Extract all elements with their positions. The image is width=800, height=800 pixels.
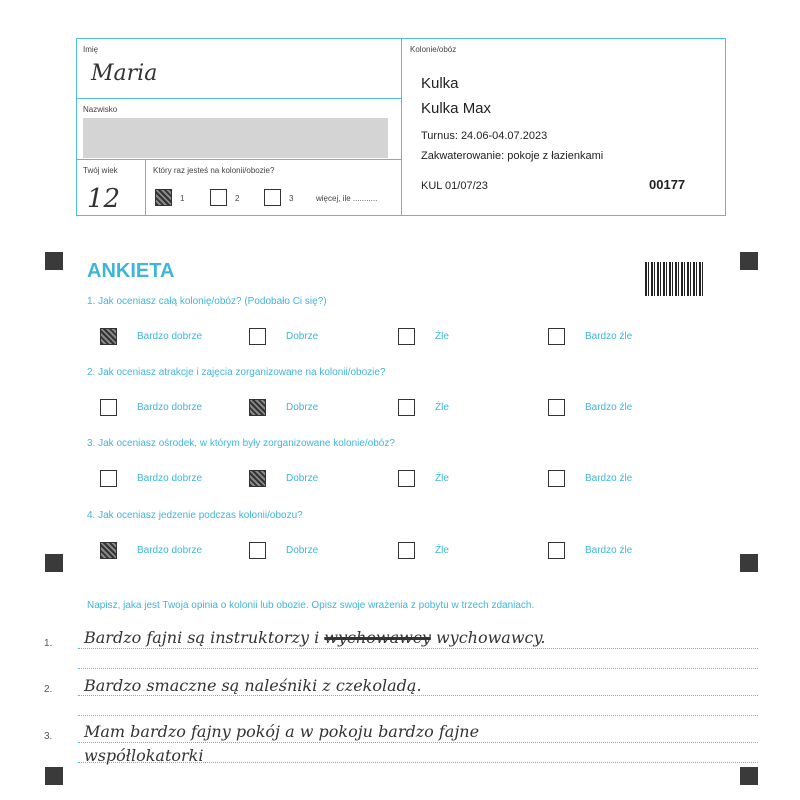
q1-checkbox-3[interactable]: [398, 328, 415, 345]
q4-option-label: Bardzo dobrze: [137, 545, 203, 556]
surname-redacted: [83, 118, 388, 158]
q2-checkbox-1[interactable]: [100, 399, 117, 416]
times-checkbox-3[interactable]: [264, 189, 281, 206]
registration-marker: [45, 252, 63, 270]
q2-checkbox-3[interactable]: [398, 399, 415, 416]
registration-marker: [45, 554, 63, 572]
times-option-3: 3: [289, 194, 294, 203]
q3-option-label: Bardzo dobrze: [137, 473, 203, 484]
header-divider: [401, 39, 402, 215]
camp-label: Kolonie/obóz: [410, 45, 457, 54]
q4-checkbox-3[interactable]: [398, 542, 415, 559]
q2-option-label: Bardzo źle: [585, 402, 633, 413]
line-number: 3.: [44, 731, 53, 742]
survey-title: ANKIETA: [87, 260, 175, 282]
age-label: Twój wiek: [83, 166, 118, 175]
name-divider: [77, 98, 401, 99]
question-2: 2. Jak oceniasz atrakcje i zajęcia zorganizowane na kolonii/obozie?: [87, 367, 386, 378]
answer-line: [78, 715, 758, 716]
q4-checkbox-4[interactable]: [548, 542, 565, 559]
registration-marker: [740, 767, 758, 785]
camp-code: KUL 01/07/23: [421, 180, 488, 192]
q2-checkbox-2[interactable]: [249, 399, 266, 416]
surname-divider: [77, 159, 401, 160]
q1-option-label: Źle: [435, 331, 449, 342]
barcode: [645, 262, 703, 296]
age-value[interactable]: 12: [87, 184, 121, 214]
age-divider: [145, 159, 146, 215]
q3-checkbox-1[interactable]: [100, 470, 117, 487]
times-label: Który raz jesteś na kolonii/obozie?: [153, 166, 275, 175]
q3-checkbox-3[interactable]: [398, 470, 415, 487]
q4-option-label: Bardzo źle: [585, 545, 633, 556]
answer-1-end: wychowawcy.: [435, 628, 546, 647]
registration-marker: [45, 767, 63, 785]
header-box: [76, 38, 726, 216]
answer-line: [78, 668, 758, 669]
opinion-prompt: Napisz, jaka jest Twoja opinia o kolonii lub obozie. Opisz swoje wrażenia z pobytu w trzech zdaniach.: [87, 600, 535, 611]
q2-option-label: Dobrze: [286, 402, 319, 413]
times-option-1: 1: [180, 194, 185, 203]
q2-checkbox-4[interactable]: [548, 399, 565, 416]
answer-line: [78, 648, 758, 649]
times-checkbox-2[interactable]: [210, 189, 227, 206]
times-checkbox-1[interactable]: [155, 189, 172, 206]
q3-option-label: Źle: [435, 473, 449, 484]
turnus: Turnus: 24.06-04.07.2023: [421, 130, 548, 142]
answer-3-cont[interactable]: współlokatorki: [84, 746, 204, 765]
camp-subname: Kulka Max: [421, 100, 492, 117]
answer-2[interactable]: Bardzo smaczne są naleśniki z czekoladą.: [84, 676, 422, 695]
answer-1-text: Bardzo fajni są instruktorzy i: [84, 628, 320, 647]
q3-checkbox-4[interactable]: [548, 470, 565, 487]
answer-1[interactable]: [84, 628, 545, 647]
form-number: 00177: [649, 177, 686, 192]
q1-option-label: Dobrze: [286, 331, 319, 342]
times-option-2: 2: [235, 194, 240, 203]
q4-option-label: Źle: [435, 545, 449, 556]
q4-checkbox-2[interactable]: [249, 542, 266, 559]
question-1: 1. Jak oceniasz całą kolonię/obóz? (Podobało Ci się?): [87, 296, 327, 307]
answer-3[interactable]: Mam bardzo fajny pokój a w pokoju bardzo fajne: [84, 722, 480, 741]
line-number: 2.: [44, 684, 53, 695]
answer-1-struck: wychowawcy: [324, 628, 431, 647]
surname-label: Nazwisko: [83, 105, 118, 114]
camp-name: Kulka: [421, 75, 459, 92]
q1-checkbox-2[interactable]: [249, 328, 266, 345]
q4-checkbox-1[interactable]: [100, 542, 117, 559]
name-value[interactable]: Maria: [91, 61, 158, 86]
question-3: 3. Jak oceniasz ośrodek, w którym były zorganizowane kolonie/obóz?: [87, 438, 395, 449]
q3-checkbox-2[interactable]: [249, 470, 266, 487]
q3-option-label: Bardzo źle: [585, 473, 633, 484]
answer-line: [78, 742, 758, 743]
q1-checkbox-1[interactable]: [100, 328, 117, 345]
q2-option-label: Bardzo dobrze: [137, 402, 203, 413]
q1-option-label: Bardzo źle: [585, 331, 633, 342]
q2-option-label: Źle: [435, 402, 449, 413]
q1-option-label: Bardzo dobrze: [137, 331, 203, 342]
q4-option-label: Dobrze: [286, 545, 319, 556]
q1-checkbox-4[interactable]: [548, 328, 565, 345]
question-4: 4. Jak oceniasz jedzenie podczas kolonii/obozu?: [87, 510, 303, 521]
q3-option-label: Dobrze: [286, 473, 319, 484]
registration-marker: [740, 252, 758, 270]
answer-line: [78, 695, 758, 696]
registration-marker: [740, 554, 758, 572]
accommodation: Zakwaterowanie: pokoje z łazienkami: [421, 150, 604, 162]
times-option-more: więcej, ile ...........: [316, 194, 378, 203]
line-number: 1.: [44, 638, 53, 649]
name-label: Imię: [83, 45, 99, 54]
